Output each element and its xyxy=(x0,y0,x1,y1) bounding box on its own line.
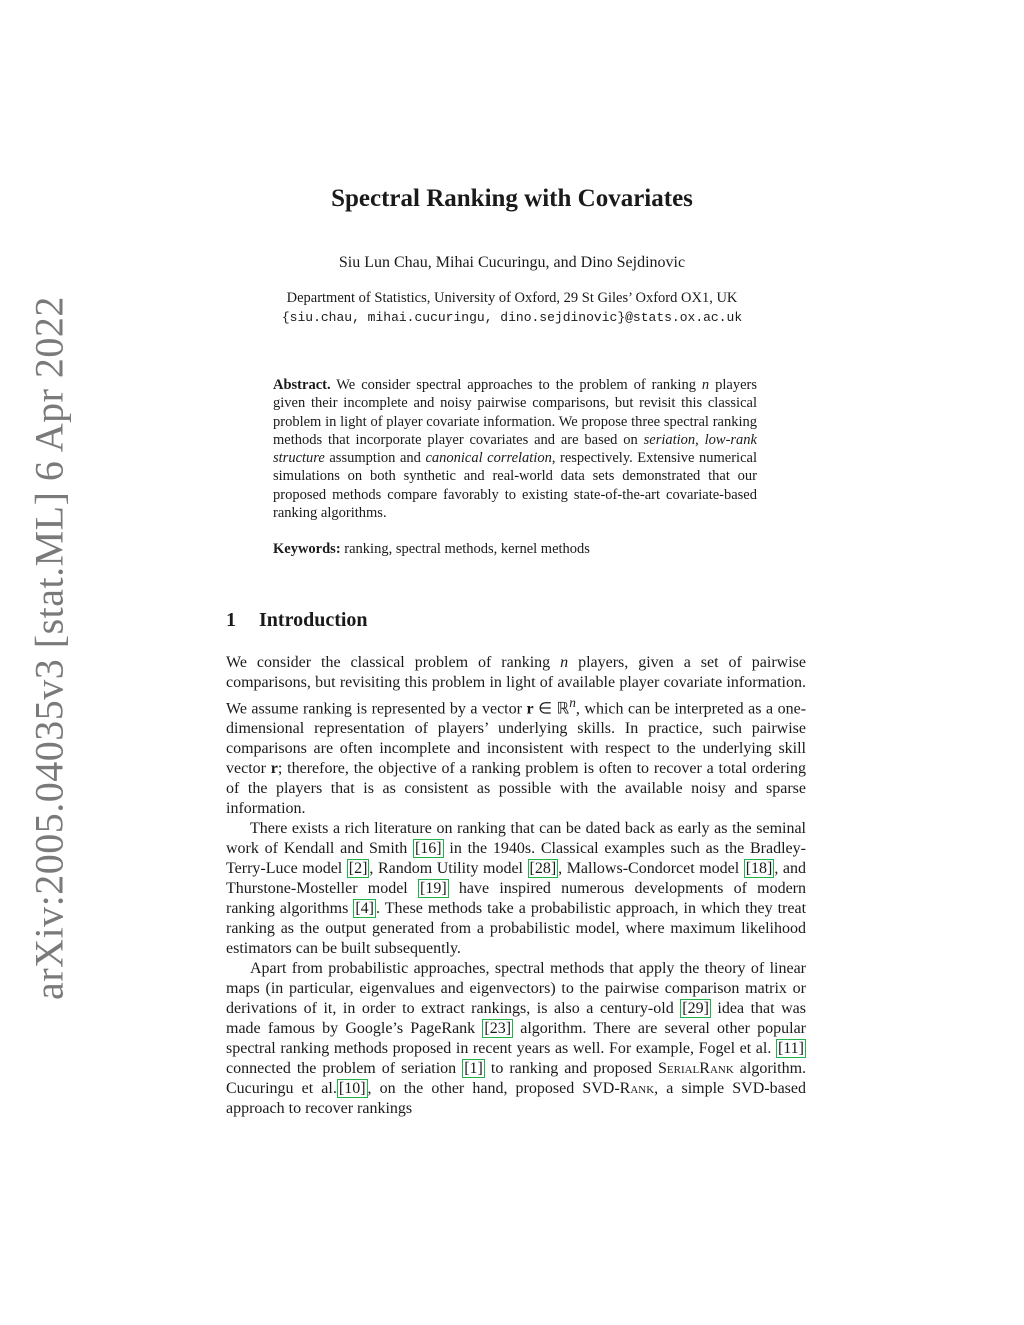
keywords-label: Keywords: xyxy=(273,541,341,557)
text: have inspired numerous developments of modern ranking algorithms xyxy=(226,880,807,918)
text: , a simple SVD-based approach to recover rankings xyxy=(226,1080,807,1118)
citation-link[interactable]: [4] xyxy=(355,900,374,918)
text: There exists a rich literature on ranking that can be dated back as early as the seminal work of Kendall and Smith xyxy=(226,820,806,858)
text: , and Thurstone-Mosteller model xyxy=(226,860,806,898)
text: , on the other hand, proposed SVD- xyxy=(367,1080,620,1098)
section-heading xyxy=(226,609,368,632)
math-vector-r: r xyxy=(270,760,278,778)
section-title: Introduction xyxy=(259,609,368,631)
abstract-text: We consider spectral approaches to the problem of ranking xyxy=(330,377,702,393)
abstract-text: , respectively. Extensive numerical simulations on both synthetic and real-world data sets demonstrated that our proposed methods compare favorably to existing state-of-the-art covariate-based ranking algorithms. xyxy=(273,450,757,522)
citation-link[interactable]: [16] xyxy=(414,840,442,858)
math-n: n xyxy=(701,377,710,393)
keywords-text: ranking, spectral methods, kernel methods xyxy=(340,541,590,557)
text: . These methods take a probabilistic approach, in which they treat ranking as the output generated from a probabilistic model, where maximum likelihood estimators can be built subsequently. xyxy=(226,900,807,958)
paragraph-2 xyxy=(226,819,806,959)
citation-link[interactable]: [29] xyxy=(682,1000,709,1018)
author-emails: {siu.chau, mihai.cucuringu, dino.sejdinovic}@stats.ox.ac.uk xyxy=(281,310,743,325)
algorithm-name: SerialRank xyxy=(658,1060,734,1078)
citation-link[interactable]: [28] xyxy=(529,860,557,878)
arxiv-identifier-stamp: arXiv:2005.04035v3 [stat.ML] 6 Apr 2022 xyxy=(26,296,72,1000)
text: players, given a set of pairwise comparisons, but revisiting this problem in light of available player covariate information. We assume ranking is represented by a vector xyxy=(226,654,807,718)
citation-link[interactable]: [10] xyxy=(338,1080,366,1098)
paragraph-3 xyxy=(226,959,806,1119)
citation-link[interactable]: [2] xyxy=(348,860,368,878)
text: Apart from probabilistic approaches, spectral methods that apply the theory of linear maps (in particular, eigenvalues and eigenvectors) to the pairwise comparison matrix or derivations of it, in order to extract rankings, is also a century-old xyxy=(226,960,806,1018)
text: We consider the classical problem of ranking xyxy=(226,654,561,671)
text: algorithm. There are several other popular spectral ranking methods proposed in recent years as well. For example, Fogel et al. xyxy=(226,1020,807,1058)
text: idea that was made famous by Google’s PageRank xyxy=(226,1000,806,1038)
citation-link[interactable]: [23] xyxy=(484,1020,512,1038)
paragraph-1 xyxy=(226,653,806,819)
math-superscript: n xyxy=(569,695,576,710)
abstract-text: players given their incomplete and noisy pairwise comparisons, but revisit this classical problem in light of player covariate information. We propose three spectral ranking methods that incorporate player covariates and are based on xyxy=(273,377,757,448)
body-text xyxy=(226,653,806,1119)
abstract-label: Abstract. xyxy=(273,377,331,393)
algorithm-name: Rank xyxy=(619,1080,655,1098)
text: ; therefore, the objective of a ranking problem is often to recover a total ordering of the players that is as consistent as possible with the available noisy and sparse information. xyxy=(226,760,806,818)
term-low-rank: low-rank structure xyxy=(273,431,757,467)
section-number: 1 xyxy=(226,609,236,631)
term-seriation: seriation xyxy=(643,431,696,448)
text: , Mallows-Condorcet model xyxy=(558,860,744,878)
citation-link[interactable]: [19] xyxy=(420,880,447,898)
term-cca: canonical correlation xyxy=(425,450,552,467)
text: , which can be interpreted as a one-dimensional representation of players’ underlying skills. In practice, such pairwise comparisons are often incomplete and inconsistent with respect to the underlying skill vector xyxy=(226,700,807,778)
citation-link[interactable]: [18] xyxy=(745,860,773,878)
affiliation: Department of Statistics, University of Oxford, 29 St Giles’ Oxford OX1, UK xyxy=(286,290,738,306)
text: , Random Utility model xyxy=(369,860,528,878)
citation-link[interactable]: [11] xyxy=(777,1040,804,1058)
text: ∈ ℝ xyxy=(533,700,570,718)
math-vector-r: r xyxy=(526,700,534,718)
abstract-text: , xyxy=(695,431,705,448)
text: connected the problem of seriation xyxy=(226,1060,463,1078)
abstract-text: assumption and xyxy=(324,450,426,467)
citation-link[interactable]: [1] xyxy=(464,1060,483,1078)
text: algorithm. Cucuringu et al. xyxy=(226,1060,807,1098)
keywords xyxy=(273,541,757,558)
paper-title: Spectral Ranking with Covariates xyxy=(331,185,693,212)
author-list: Siu Lun Chau, Mihai Cucuringu, and Dino Sejdinovic xyxy=(338,254,686,271)
text: in the 1940s. Classical examples such as the Bradley-Terry-Luce model xyxy=(226,840,806,878)
abstract xyxy=(273,376,757,522)
math-n: n xyxy=(560,654,569,671)
text: to ranking and proposed xyxy=(484,1060,658,1078)
